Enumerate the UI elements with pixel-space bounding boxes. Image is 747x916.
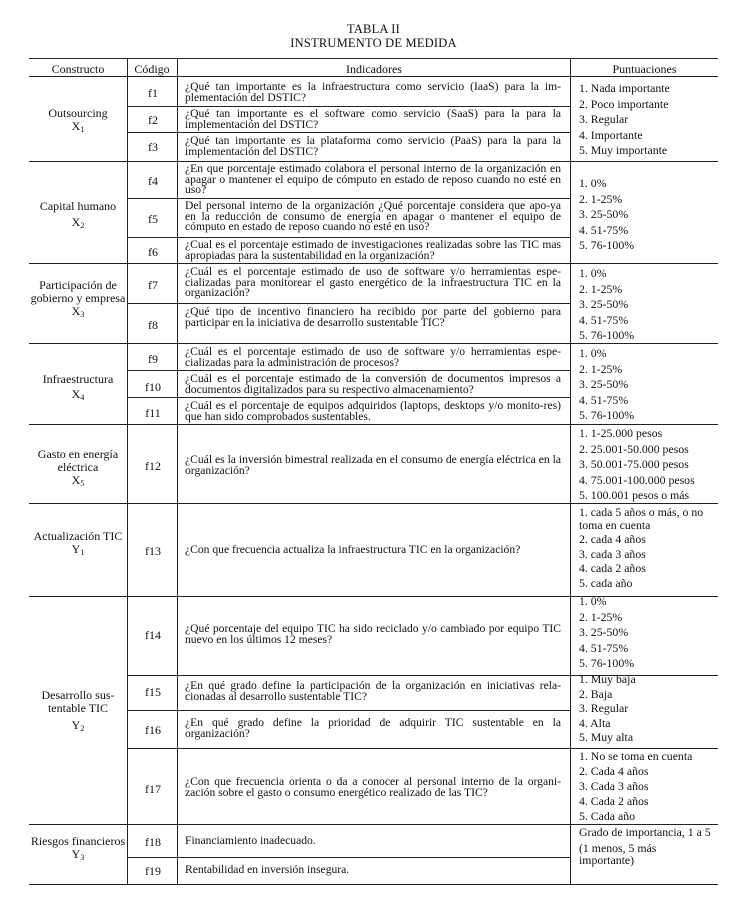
indicator-text: ¿Qué tan importante es la plataforma como servicio (PaaS) para la para la implementación del DSTIC? bbox=[185, 134, 561, 158]
construct-name: Outsourcing bbox=[48, 106, 108, 120]
score-item: 4. 51-75% bbox=[579, 640, 629, 655]
construct-cell bbox=[30, 448, 126, 490]
indicator-code: f16 bbox=[145, 723, 161, 737]
score-item: 1. Muy baja bbox=[579, 672, 636, 686]
indicator-code: f2 bbox=[148, 113, 158, 127]
score-list bbox=[579, 176, 719, 254]
construct-cell bbox=[30, 835, 126, 864]
score-item: 4. Cada 2 años bbox=[579, 794, 649, 808]
construct-cell bbox=[30, 279, 126, 321]
table-label: TABLA II bbox=[346, 22, 401, 36]
col-divider bbox=[177, 58, 178, 884]
score-item: 2. 1-25% bbox=[579, 361, 623, 376]
indicator-code: f5 bbox=[148, 212, 158, 226]
indicator-code: f13 bbox=[145, 544, 161, 558]
construct-name: Riesgos financieros bbox=[30, 834, 126, 848]
score-list bbox=[579, 749, 719, 824]
indicator-text: Financiamiento inadecuado. bbox=[185, 834, 316, 847]
score-list bbox=[579, 672, 719, 745]
score-item: 2. Cada 4 años bbox=[579, 764, 649, 778]
indicator-text: ¿Cuál es la inversión bimestral realizada en el consumo de energía eléctrica en la organización? bbox=[185, 453, 561, 477]
score-item: 1. 0% bbox=[579, 594, 607, 608]
indicator-code: f19 bbox=[145, 864, 161, 878]
score-item: 5. 76-100% bbox=[579, 656, 635, 671]
score-item: 1. 0% bbox=[579, 176, 607, 190]
score-item: 2. cada 4 años bbox=[579, 532, 646, 546]
header-indicators: Indicadores bbox=[346, 62, 402, 76]
indicator-code: f8 bbox=[148, 318, 158, 332]
indicator-text: ¿Qué tipo de incentivo financiero ha recibido por parte del gobierno para participar en la iniciativa de desarrollo sustentable TIC? bbox=[185, 305, 561, 329]
construct-cell bbox=[30, 107, 126, 136]
indicator-code: f1 bbox=[148, 86, 158, 100]
score-item: 4. Alta bbox=[579, 715, 611, 730]
indicator-code: f11 bbox=[145, 406, 161, 420]
row-rule bbox=[127, 132, 570, 133]
score-list bbox=[579, 826, 711, 868]
indicator-text: ¿Cuál es el porcentaje estimado de uso de software y/o herramientas espe-cializadas para la administración de procesos? bbox=[185, 345, 561, 369]
row-rule bbox=[127, 710, 570, 711]
table-title: INSTRUMENTO DE MEDIDA bbox=[290, 36, 457, 50]
indicator-code: f10 bbox=[145, 380, 161, 394]
indicator-text: ¿En qué grado define la prioridad de adquirir TIC sustentable en la organización? bbox=[185, 716, 561, 740]
construct-cell bbox=[30, 689, 126, 735]
score-item: 1. 1-25.000 pesos bbox=[579, 426, 663, 440]
indicator-code: f7 bbox=[148, 278, 158, 292]
score-item: 2. 1-25% bbox=[579, 281, 623, 296]
score-item: 5. 76-100% bbox=[579, 408, 635, 423]
top-rule bbox=[29, 58, 718, 59]
score-item: 3. 25-50% bbox=[579, 377, 629, 392]
score-item: 1. No se toma en cuenta bbox=[579, 749, 693, 763]
indicator-code: f6 bbox=[148, 245, 158, 259]
score-item: 3. 25-50% bbox=[579, 297, 629, 312]
score-item: 2. Baja bbox=[579, 686, 613, 701]
construct-name: Actualización TIC bbox=[33, 529, 123, 543]
indicator-text: ¿En qué grado define la participación de la organización en iniciativas rela-cionadas al desarrollo sustentable TIC? bbox=[185, 679, 561, 703]
construct-variable: Y2 bbox=[71, 718, 85, 733]
header-scores: Puntuaciones bbox=[612, 62, 677, 76]
score-item: 1. cada 5 años o más, o no toma en cuenta bbox=[579, 505, 704, 532]
construct-cell bbox=[30, 373, 126, 404]
col-divider bbox=[127, 58, 128, 884]
bottom-rule bbox=[29, 884, 718, 885]
score-list bbox=[579, 594, 719, 672]
indicator-text: ¿Con que frecuencia orienta o da a conocer al personal interno de la organi-zación sobre el gasto o consumo energético realizado de las TIC? bbox=[185, 775, 561, 799]
score-item: 4. 75.001-100.000 pesos bbox=[579, 472, 695, 487]
construct-variable: X2 bbox=[71, 215, 85, 230]
row-rule bbox=[127, 397, 570, 398]
construct-name: Gasto en energía eléctrica bbox=[37, 447, 119, 474]
score-list bbox=[579, 81, 719, 159]
group-rule bbox=[29, 424, 718, 425]
indicator-text: ¿Qué tan importante es el software como servicio (SaaS) para la para la implementación del DSTIC? bbox=[185, 107, 561, 131]
score-item: 3. 25-50% bbox=[579, 207, 629, 222]
score-item: 5. Muy alta bbox=[579, 730, 634, 744]
indicator-code: f9 bbox=[148, 352, 158, 366]
construct-variable: X4 bbox=[71, 387, 85, 402]
score-item: 1. 0% bbox=[579, 346, 607, 360]
score-item: 2. 25.001-50.000 pesos bbox=[579, 441, 689, 456]
score-item: (1 menos, 5 más importante) bbox=[579, 841, 657, 867]
score-item: 4. Importante bbox=[579, 127, 643, 142]
score-item: 5. cada año bbox=[579, 575, 633, 590]
indicator-text: Rentabilidad en inversión insegura. bbox=[185, 863, 350, 876]
score-item: 4. 51-75% bbox=[579, 312, 629, 327]
score-list bbox=[579, 346, 719, 424]
construct-cell bbox=[30, 200, 126, 232]
construct-variable: X1 bbox=[71, 119, 85, 134]
indicator-text: Del personal interno de la organización ¿Qué porcentaje considera que apo-ya en la reducción de consumo de energía en apagar o mantener el equipo de cómputo en estado de reposo cuando no esté en uso? bbox=[185, 199, 561, 233]
indicator-text: ¿Cual es el porcentaje estimado de investigaciones realizadas sobre las TIC mas apropiadas para la sustentabilidad en la organización? bbox=[185, 238, 561, 262]
construct-name: Desarrollo sus-tentable TIC bbox=[41, 688, 115, 715]
score-item: 4. 51-75% bbox=[579, 392, 629, 407]
indicator-text: ¿Qué porcentaje del equipo TIC ha sido reciclado y/o cambiado por equipo TIC nuevo en los últimos 12 meses? bbox=[185, 622, 561, 646]
indicator-code: f14 bbox=[145, 628, 161, 642]
score-item: 1. Nada importante bbox=[579, 81, 670, 95]
score-item: 3. Regular bbox=[579, 112, 629, 127]
score-item: 1. 0% bbox=[579, 266, 607, 280]
score-item: 3. cada 3 años bbox=[579, 546, 646, 561]
score-item: Grado de importancia, 1 a 5 bbox=[579, 825, 711, 839]
indicator-text: ¿Cuál es el porcentaje estimado de la conversión de documentos impresos a documentos digitalizados para su respectivo almacenamiento? bbox=[185, 372, 561, 396]
indicator-code: f3 bbox=[148, 140, 158, 154]
score-item: 5. Cada año bbox=[579, 809, 636, 823]
construct-name: Participación de gobierno y empresa bbox=[30, 278, 126, 305]
score-item: 3. 50.001-75.000 pesos bbox=[579, 457, 689, 472]
score-item: 5. 76-100% bbox=[579, 238, 635, 253]
row-rule bbox=[127, 857, 570, 858]
indicator-code: f17 bbox=[145, 782, 161, 796]
header-code: Código bbox=[134, 62, 170, 76]
score-list bbox=[579, 506, 713, 591]
group-rule bbox=[29, 263, 718, 264]
score-item: 4. cada 2 años bbox=[579, 561, 646, 575]
indicator-text: ¿Con que frecuencia actualiza la infraestructura TIC en la organización? bbox=[185, 543, 521, 556]
construct-name: Capital humano bbox=[39, 199, 117, 213]
score-item: 2. 1-25% bbox=[579, 609, 623, 624]
score-item: 2. 1-25% bbox=[579, 191, 623, 206]
score-item: 5. 100.001 pesos o más bbox=[579, 488, 690, 503]
indicator-code: f18 bbox=[145, 835, 161, 849]
score-item: 5. 76-100% bbox=[579, 328, 635, 343]
indicator-code: f4 bbox=[148, 174, 158, 188]
indicator-text: ¿Cuál es el porcentaje de equipos adquiridos (laptops, desktops y/o monito-res) que han sido comprobados sustentables. bbox=[185, 399, 561, 423]
score-item: 5. Muy importante bbox=[579, 143, 668, 158]
construct-variable: X3 bbox=[71, 304, 85, 319]
construct-cell bbox=[30, 530, 126, 559]
header-construct: Constructo bbox=[51, 62, 105, 76]
score-item: 3. 25-50% bbox=[579, 625, 629, 640]
indicator-text: ¿Qué tan importante es la infraestructura como servicio (IaaS) para la im-plementación del DSTIC? bbox=[185, 80, 561, 104]
row-rule bbox=[127, 303, 570, 304]
construct-variable: X5 bbox=[71, 473, 85, 488]
score-item: 2. Poco importante bbox=[579, 96, 669, 111]
col-divider bbox=[570, 58, 571, 884]
row-rule bbox=[127, 370, 570, 371]
score-item: 3. Regular bbox=[579, 701, 629, 715]
construct-name: Infraestructura bbox=[42, 372, 114, 386]
score-item: 3. Cada 3 años bbox=[579, 779, 649, 793]
score-list bbox=[579, 426, 719, 504]
construct-variable: Y1 bbox=[71, 542, 85, 557]
construct-variable: Y3 bbox=[71, 847, 85, 862]
score-list bbox=[579, 266, 719, 344]
indicator-text: ¿En que porcentaje estimado colabora el personal interno de la organización en apagar o mantener el equipo de cómputo en estado de reposo cuando no esté en uso? bbox=[185, 162, 561, 196]
indicator-code: f12 bbox=[145, 459, 161, 473]
indicator-code: f15 bbox=[145, 685, 161, 699]
score-item: 4. 51-75% bbox=[579, 222, 629, 237]
indicator-text: ¿Cuál es el porcentaje estimado de uso de software y/o herramientas espe-cializadas para monitorear el gasto energético de la infraestructura TIC en la organización? bbox=[185, 265, 561, 299]
